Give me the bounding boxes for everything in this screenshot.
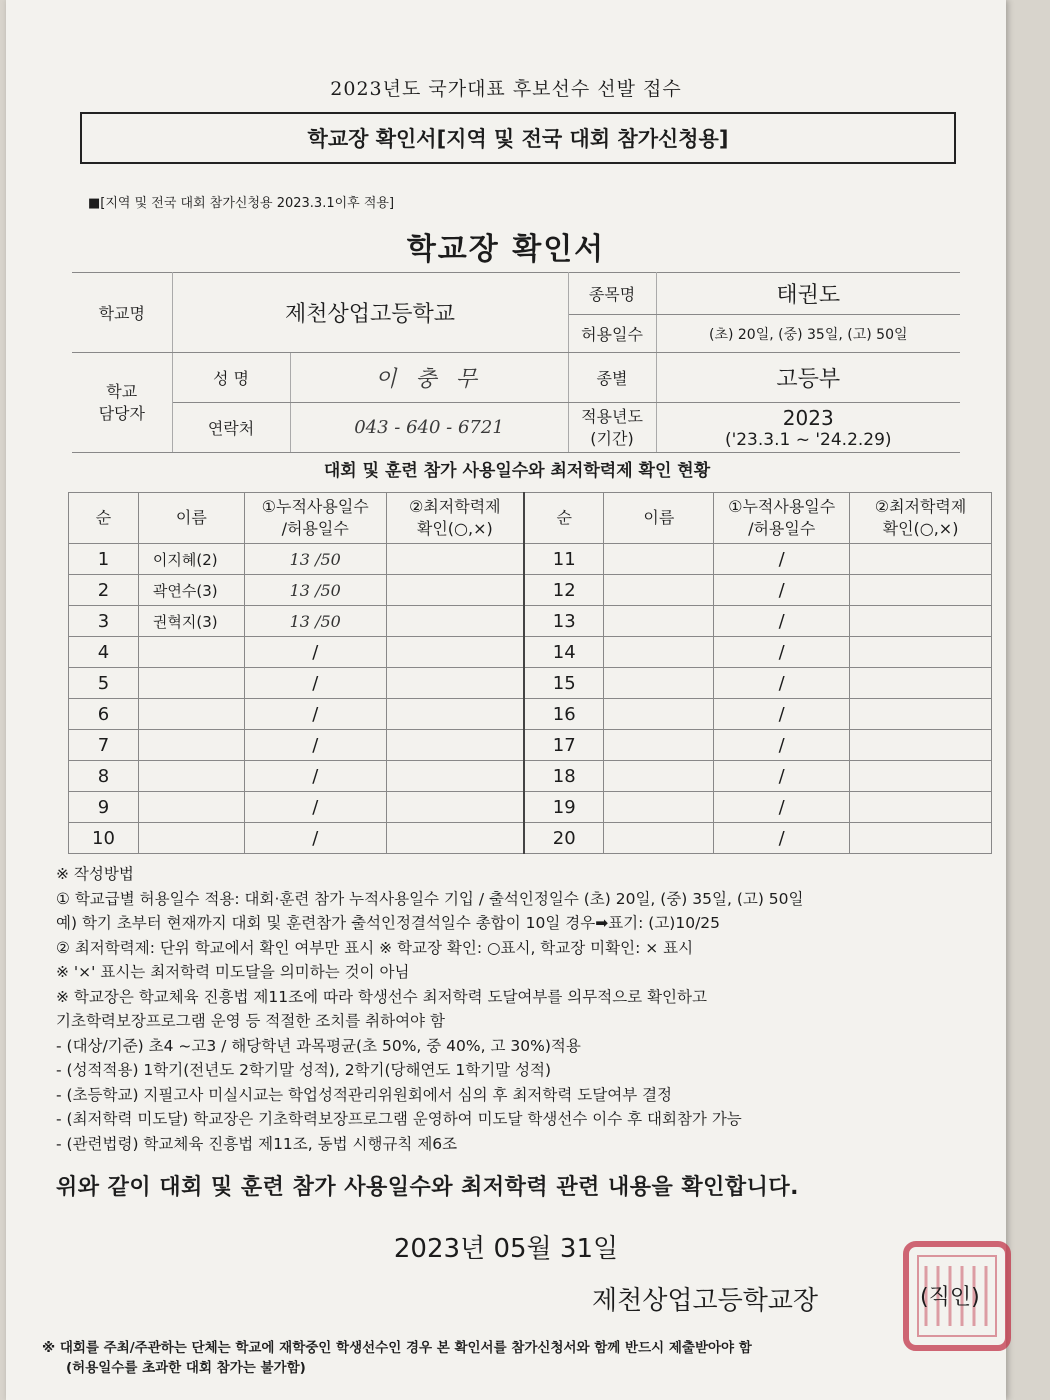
row-check <box>386 823 524 854</box>
confirm-statement: 위와 같이 대회 및 훈련 참가 사용일수와 최저학력 관련 내용을 확인합니다. <box>56 1175 800 1200</box>
note-line: ※ 작성방법 <box>56 865 134 883</box>
info-table <box>72 272 960 453</box>
row-number: 3 <box>69 606 139 637</box>
footer-note-2: (허용일수를 초과한 대회 참가는 불가함) <box>66 1360 306 1376</box>
row-days-2: / <box>714 792 850 823</box>
division-value: 고등부 <box>656 353 960 403</box>
form-title: 학교장 확인서[지역 및 전국 대회 참가신청용] <box>307 127 729 151</box>
row-days-2: / <box>714 761 850 792</box>
event-label: 종목명 <box>568 273 656 315</box>
row-days-2: / <box>714 823 850 854</box>
row-days: / <box>244 823 386 854</box>
row-name-2 <box>604 606 714 637</box>
row-check-2 <box>850 823 992 854</box>
row-name-2 <box>604 823 714 854</box>
principal-name: 제천상업고등학교장 <box>592 1286 819 1316</box>
row-number: 6 <box>69 699 139 730</box>
note-line: 기초학력보장프로그램 운영 등 적절한 조치를 취하여야 함 <box>56 1012 445 1030</box>
header-name-2: 이름 <box>604 493 714 544</box>
row-check <box>386 699 524 730</box>
notes-section <box>56 862 986 1156</box>
row-name-2 <box>604 575 714 606</box>
row-check-2 <box>850 792 992 823</box>
row-name-2 <box>604 761 714 792</box>
row-days: / <box>244 637 386 668</box>
allow-value: (초) 20일, (중) 35일, (고) 50일 <box>656 315 960 353</box>
row-number-2: 19 <box>524 792 604 823</box>
table-row <box>69 792 992 823</box>
row-name: 이지혜(2) <box>138 544 244 575</box>
note-line: - (최저학력 미도달) 학교장은 기초학력보장프로그램 운영하여 미도달 학생선수 이수 후 대회참가 가능 <box>56 1110 742 1128</box>
contact-person-label: 학교 담당자 <box>72 353 172 453</box>
header-check: ②최저학력제 확인(○,×) <box>386 493 524 544</box>
name-label: 성 명 <box>172 353 290 403</box>
issue-date: 2023년 05월 31일 <box>393 1234 619 1264</box>
header-days: ①누적사용일수 /허용일수 <box>244 493 386 544</box>
table-row <box>69 668 992 699</box>
table-row <box>69 637 992 668</box>
main-title: 학교장 확인서 <box>406 232 606 267</box>
row-check-2 <box>850 761 992 792</box>
row-name-2 <box>604 544 714 575</box>
row-number: 2 <box>69 575 139 606</box>
row-name-2 <box>604 792 714 823</box>
row-days: 13 /50 <box>244 544 386 575</box>
row-check-2 <box>850 544 992 575</box>
row-number: 4 <box>69 637 139 668</box>
row-days-2: / <box>714 544 850 575</box>
school-value: 제천상업고등학교 <box>172 273 568 353</box>
footer-note-1: ※ 대회를 주최/주관하는 단체는 학교에 재학중인 학생선수인 경우 본 확인서를 참가신청서와 함께 반드시 제출받아야 함 <box>42 1340 752 1356</box>
school-label: 학교명 <box>72 273 172 353</box>
note-line: ※ '×' 표시는 최저학력 미도달을 의미하는 것이 아님 <box>56 963 410 981</box>
phone-label: 연락처 <box>172 403 290 453</box>
row-check-2 <box>850 606 992 637</box>
row-check-2 <box>850 575 992 606</box>
row-name <box>138 823 244 854</box>
row-number-2: 15 <box>524 668 604 699</box>
status-body <box>69 544 992 854</box>
form-title-box <box>80 112 956 164</box>
row-days: / <box>244 699 386 730</box>
row-check-2 <box>850 637 992 668</box>
row-number-2: 12 <box>524 575 604 606</box>
row-number: 7 <box>69 730 139 761</box>
row-name-2 <box>604 730 714 761</box>
row-name <box>138 699 244 730</box>
row-check-2 <box>850 730 992 761</box>
header-no: 순 <box>69 493 139 544</box>
row-name <box>138 730 244 761</box>
row-number-2: 17 <box>524 730 604 761</box>
table-row <box>69 575 992 606</box>
row-name <box>138 637 244 668</box>
row-check <box>386 606 524 637</box>
status-table <box>68 492 992 854</box>
phone-value: 043 - 640 - 6721 <box>290 403 568 453</box>
row-number-2: 18 <box>524 761 604 792</box>
row-days-2: / <box>714 575 850 606</box>
row-check <box>386 761 524 792</box>
row-number: 5 <box>69 668 139 699</box>
header-days-2: ①누적사용일수 /허용일수 <box>714 493 850 544</box>
row-check-2 <box>850 668 992 699</box>
status-title: 대회 및 훈련 참가 사용일수와 최저학력제 확인 현황 <box>323 461 711 481</box>
row-days: / <box>244 761 386 792</box>
header-check-2: ②최저학력제 확인(○,×) <box>850 493 992 544</box>
row-days-2: / <box>714 637 850 668</box>
row-check <box>386 637 524 668</box>
row-name <box>138 761 244 792</box>
row-number: 1 <box>69 544 139 575</box>
row-name: 권혁지(3) <box>138 606 244 637</box>
row-number-2: 20 <box>524 823 604 854</box>
year-label: 적용년도 (기간) <box>568 403 656 453</box>
row-days-2: / <box>714 699 850 730</box>
row-check <box>386 575 524 606</box>
row-number-2: 16 <box>524 699 604 730</box>
row-number: 10 <box>69 823 139 854</box>
note-line: ① 학교급별 허용일수 적용: 대회·훈련 참가 누적사용일수 기입 / 출석인정일수 (초) 20일, (중) 35일, (고) 50일 <box>56 889 804 908</box>
row-check <box>386 544 524 575</box>
row-number-2: 14 <box>524 637 604 668</box>
event-value: 태권도 <box>656 273 960 315</box>
row-number: 9 <box>69 792 139 823</box>
period-value: ('23.3.1 ~ '24.2.29) <box>724 429 892 450</box>
table-row <box>69 823 992 854</box>
row-name: 곽연수(3) <box>138 575 244 606</box>
year-cell <box>656 403 960 453</box>
allow-label: 허용일수 <box>568 315 656 353</box>
row-number: 8 <box>69 761 139 792</box>
note-line: - (관련법령) 학교체육 진흥법 제11조, 동법 시행규칙 제6조 <box>56 1134 458 1153</box>
division-label: 종별 <box>568 353 656 403</box>
table-row <box>69 699 992 730</box>
header-no-2: 순 <box>524 493 604 544</box>
note-line: - (성적적용) 1학기(전년도 2학기말 성적), 2학기(당해연도 1학기말 성적) <box>56 1061 552 1079</box>
name-value: 이 충 무 <box>290 353 568 403</box>
row-days: 13 /50 <box>244 606 386 637</box>
row-name <box>138 668 244 699</box>
row-number-2: 13 <box>524 606 604 637</box>
note-line: ② 최저학력제: 단위 학교에서 확인 여부만 표시 ※ 학교장 확인: ○표시, 학교장 미확인: × 표시 <box>56 938 694 957</box>
row-days-2: / <box>714 606 850 637</box>
row-days-2: / <box>714 730 850 761</box>
row-name-2 <box>604 637 714 668</box>
row-name <box>138 792 244 823</box>
note-line: - (대상/기준) 초4 ~고3 / 해당학년 과목평균(초 50%, 중 40%, 고 30%)적용 <box>56 1036 581 1055</box>
year-value: 2023 <box>782 405 834 430</box>
row-number-2: 11 <box>524 544 604 575</box>
row-days: / <box>244 730 386 761</box>
note-line: ※ 학교장은 학교체육 진흥법 제11조에 따라 학생선수 최저학력 도달여부를 의무적으로 확인하고 <box>56 987 707 1006</box>
row-days-2: / <box>714 668 850 699</box>
row-check <box>386 668 524 699</box>
applicability-note: ■[지역 및 전국 대회 참가신청용 2023.3.1이후 적용] <box>88 196 395 211</box>
top-heading: 2023년도 국가대표 후보선수 선발 접수 <box>330 78 682 100</box>
table-row <box>69 730 992 761</box>
row-days: / <box>244 668 386 699</box>
seal-label: (직인) <box>920 1285 980 1310</box>
row-check <box>386 792 524 823</box>
note-line: - (초등학교) 지필고사 미실시교는 학업성적관리위원회에서 심의 후 최저학력 도달여부 결정 <box>56 1085 673 1104</box>
row-check-2 <box>850 699 992 730</box>
header-name: 이름 <box>138 493 244 544</box>
row-name-2 <box>604 668 714 699</box>
note-line: 예) 학기 초부터 현재까지 대회 및 훈련참가 출석인정결석일수 총합이 10일 경우➡표기: (고)10/25 <box>56 914 721 932</box>
table-row <box>69 761 992 792</box>
row-days: / <box>244 792 386 823</box>
table-row <box>69 606 992 637</box>
table-row <box>69 544 992 575</box>
document-page <box>6 0 1006 1400</box>
row-name-2 <box>604 699 714 730</box>
row-check <box>386 730 524 761</box>
row-days: 13 /50 <box>244 575 386 606</box>
